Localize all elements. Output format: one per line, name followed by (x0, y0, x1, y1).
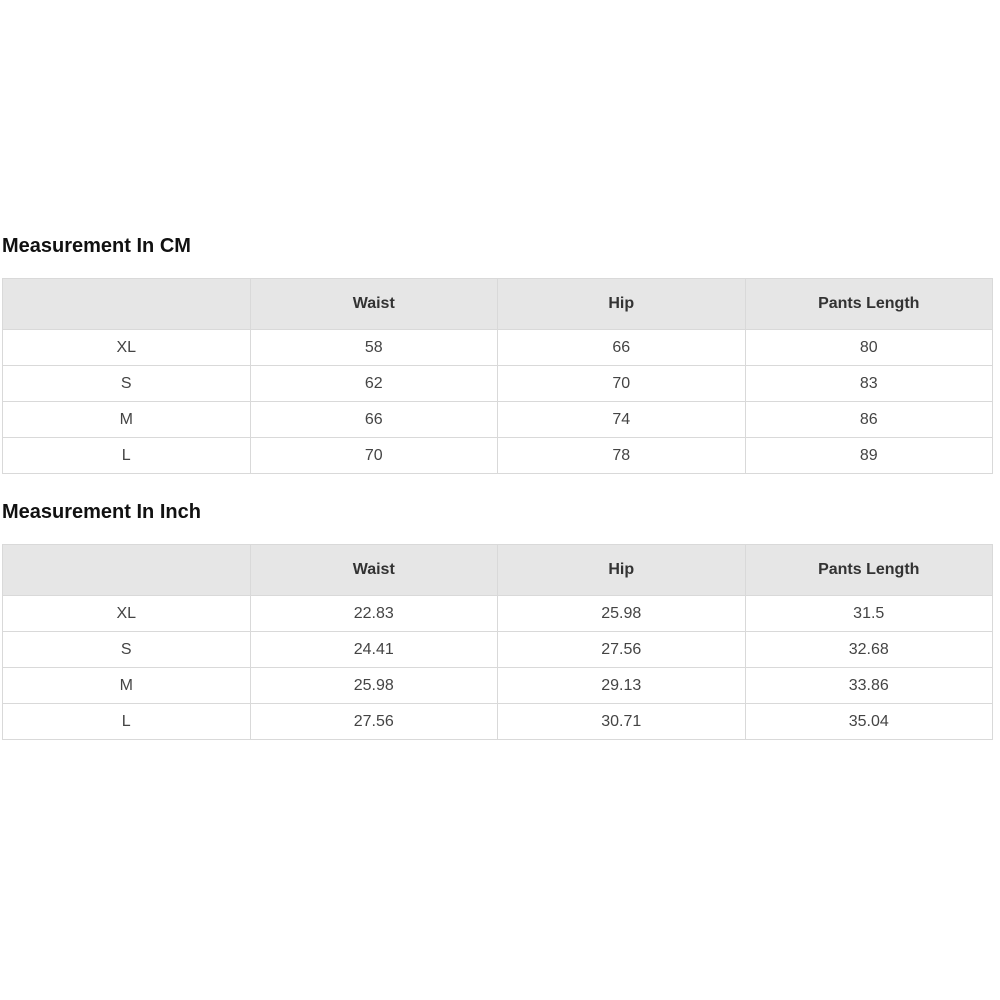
header-cell-waist: Waist (250, 279, 498, 330)
pants-length-cell: 33.86 (745, 668, 993, 704)
hip-cell: 27.56 (498, 632, 746, 668)
pants-length-cell: 32.68 (745, 632, 993, 668)
waist-cell: 58 (250, 330, 498, 366)
size-cell: L (3, 704, 251, 740)
table-row (3, 632, 993, 668)
size-cell: S (3, 632, 251, 668)
hip-cell: 30.71 (498, 704, 746, 740)
waist-cell: 27.56 (250, 704, 498, 740)
waist-cell: 25.98 (250, 668, 498, 704)
hip-cell: 66 (498, 330, 746, 366)
header-cell-pants-length: Pants Length (745, 279, 993, 330)
pants-length-cell: 89 (745, 438, 993, 474)
header-cell-waist: Waist (250, 545, 498, 596)
size-cell: M (3, 402, 251, 438)
hip-cell: 70 (498, 366, 746, 402)
hip-cell: 25.98 (498, 596, 746, 632)
size-cell: XL (3, 596, 251, 632)
waist-cell: 22.83 (250, 596, 498, 632)
pants-length-cell: 80 (745, 330, 993, 366)
header-cell-hip: Hip (498, 279, 746, 330)
size-table-inch (2, 544, 993, 740)
header-cell-size (3, 545, 251, 596)
waist-cell: 66 (250, 402, 498, 438)
hip-cell: 74 (498, 402, 746, 438)
header-cell-pants-length: Pants Length (745, 545, 993, 596)
hip-cell: 78 (498, 438, 746, 474)
header-cell-size (3, 279, 251, 330)
pants-length-cell: 31.5 (745, 596, 993, 632)
header-cell-hip: Hip (498, 545, 746, 596)
pants-length-cell: 86 (745, 402, 993, 438)
pants-length-cell: 35.04 (745, 704, 993, 740)
pants-length-cell: 83 (745, 366, 993, 402)
section-title-inch: Measurement In Inch (2, 501, 201, 523)
size-cell: XL (3, 330, 251, 366)
table-row (3, 704, 993, 740)
waist-cell: 70 (250, 438, 498, 474)
measurement-inch-section (2, 498, 993, 730)
size-cell: L (3, 438, 251, 474)
size-cell: S (3, 366, 251, 402)
table-header-row (3, 545, 993, 596)
size-cell: M (3, 668, 251, 704)
waist-cell: 24.41 (250, 632, 498, 668)
table-row (3, 330, 993, 366)
hip-cell: 29.13 (498, 668, 746, 704)
table-row (3, 668, 993, 704)
table-header-row (3, 279, 993, 330)
table-row (3, 596, 993, 632)
table-row (3, 366, 993, 402)
measurement-cm-section (2, 232, 993, 464)
table-row (3, 402, 993, 438)
table-row (3, 438, 993, 474)
waist-cell: 62 (250, 366, 498, 402)
size-table-cm (2, 278, 993, 474)
section-title-cm: Measurement In CM (2, 235, 191, 257)
